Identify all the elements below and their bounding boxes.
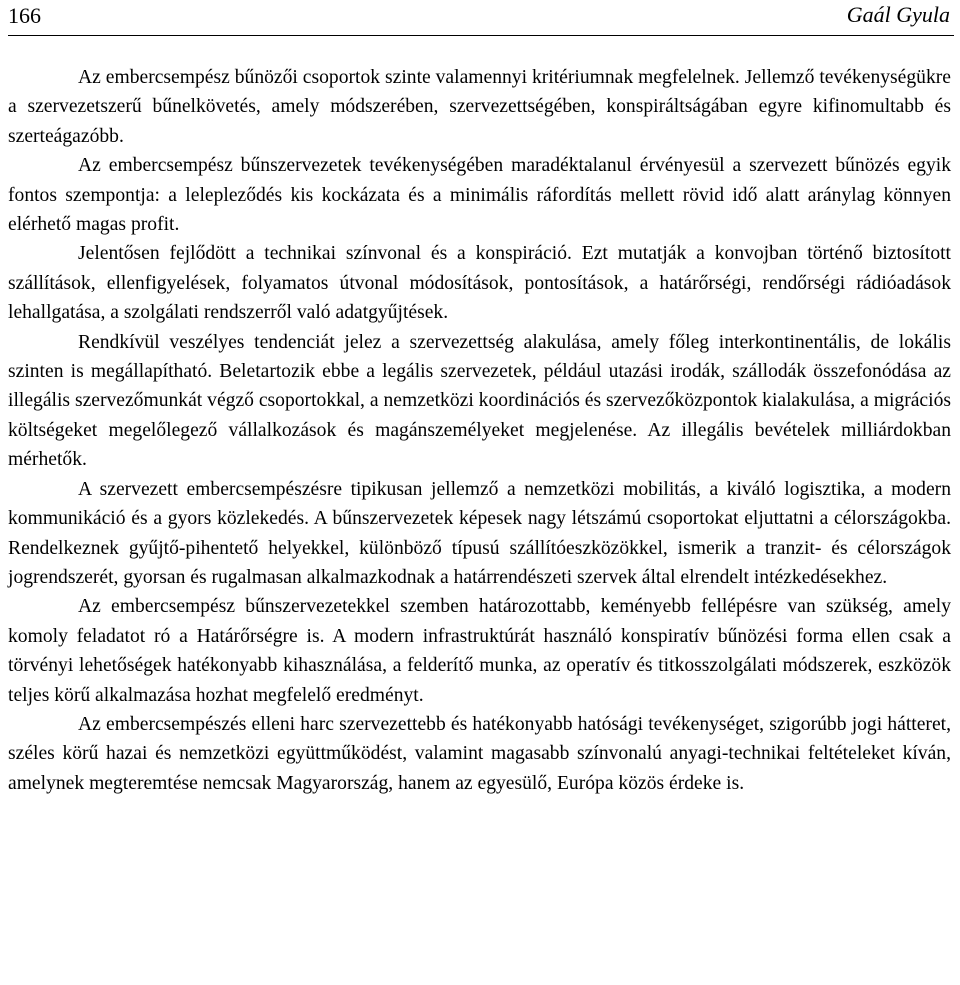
paragraph: Az embercsempész bűnszervezetek tevékenységében maradéktalanul érvényesül a szervezett bűnözés egyik fontos szempontja: a lelepleződés kis kockázata és a minimális ráfordítás mellett rövid idő alatt aránylag könnyen elérhető magas profit. <box>8 155 951 236</box>
body-text <box>8 63 951 798</box>
paragraph: Jelentősen fejlődött a technikai színvonal és a konspiráció. Ezt mutatják a konvojban történő biztosított szállítások, ellenfigyelések, folyamatos útvonal módosítások, pontosítások, a határőrségi, rendőrségi rádióadások lehallgatása, a szolgálati rendszerről való adatgyűjtések. <box>8 243 951 324</box>
paragraph: Rendkívül veszélyes tendenciát jelez a szervezettség alakulása, amely főleg interkontinentális, de lokális szinten is megállapítható. Beletartozik ebbe a legális szervezetek, például utazási irodák, szállodák összefonódása az illegális szervezőmunkát végző csoportokkal, a nemzetközi koordinációs és szervezőközpontok kialakulása, a migrációs költségeket megelőlegező vállalkozások és magánszemélyeket megjelenése. Az illegális bevételek milliárdokban mérhetők. <box>8 331 951 471</box>
page-header <box>8 0 952 36</box>
header-rule <box>8 35 954 36</box>
paragraph: A szervezett embercsempészésre tipikusan jellemző a nemzetközi mobilitás, a kiváló logisztika, a modern kommunikáció és a gyors közlekedés. A bűnszervezetek képesek nagy létszámú csoportokat eljuttatni a célországokba. Rendelkeznek gyűjtő-pihentető helyekkel, különböző típusú szállítóeszközökkel, ismerik a tranzit- és célországok jogrendszerét, gyorsan és rugalmasan alkalmazkodnak a határrendészeti szervek által elrendelt intézkedésekhez. <box>8 478 951 588</box>
paragraph: Az embercsempész bűnszervezetekkel szemben határozottabb, keményebb fellépésre van szükség, amely komoly feladatot ró a Határőrségre is. A modern infrastruktúrát használó konspiratív bűnözési forma ellen csak a törvényi lehetőségek hatékonyabb kihasználása, a felderítő munka, az operatív és titkosszolgálati módszerek, eszközök teljes körű alkalmazása hozhat megfelelő eredményt. <box>8 596 951 706</box>
running-head-author: Gaál Gyula <box>846 2 950 27</box>
paragraph: Az embercsempészés elleni harc szervezettebb és hatékonyabb hatósági tevékenységet, szigorúbb jogi hátteret, széles körű hazai és nemzetközi együttműködést, valamint magasabb színvonalú anyagi-technikai feltételeket kíván, amelynek megteremtése nemcsak Magyarország, hanem az egyesülő, Európa közös érdeke is. <box>8 713 951 794</box>
paragraph: Az embercsempész bűnözői csoportok szinte valamennyi kritériumnak megfelelnek. Jellemző tevékenységükre a szervezetszerű bűnelkövetés, amely módszerében, szervezettségében, konspiráltságában egyre kifinomultabb és szerteágazóbb. <box>8 67 951 147</box>
page-number: 166 <box>8 3 41 28</box>
